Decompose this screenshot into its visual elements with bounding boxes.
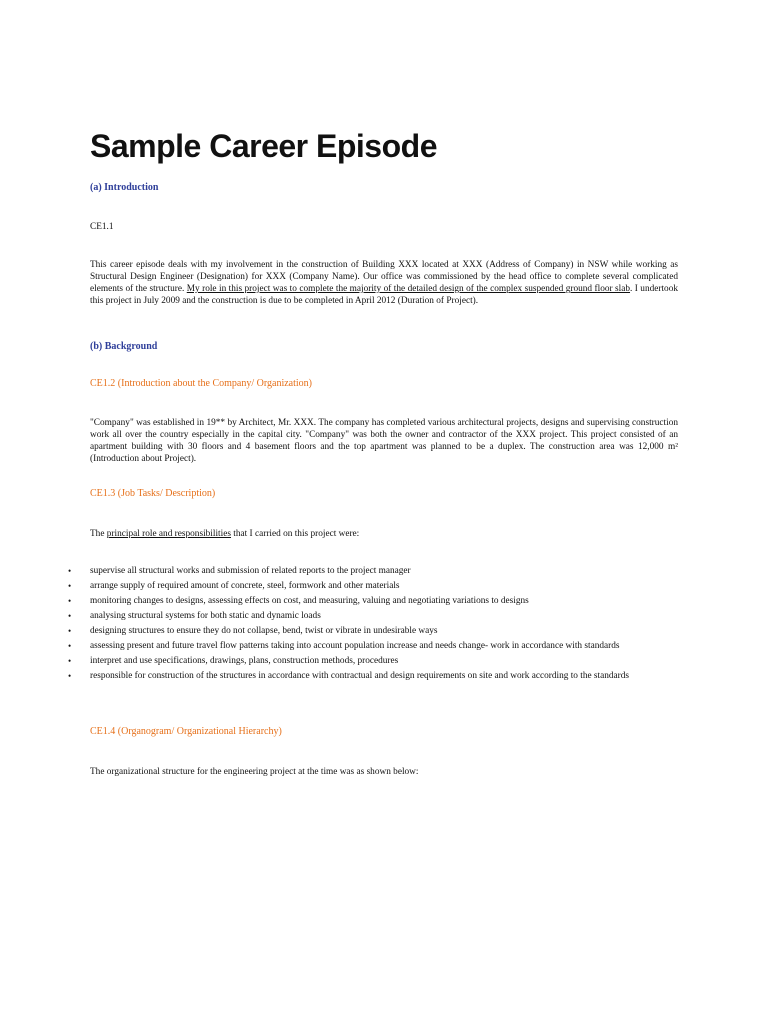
bullet-icon: • [68,626,72,636]
list-item: • monitoring changes to designs, assessing effects on cost, and measuring, valuing and negotiating variations to designs [68,596,529,606]
roles-text-b: that I carried on this project were: [230,529,360,539]
ce14-subheading: CE1.4 (Organogram/ Organizational Hierarchy) [90,726,282,737]
background-paragraph: "Company" was established in 19** by Architect, Mr. XXX. The company has completed various architectural projects, designs and supervising construction work all over the country especially in the capital city. "Company" was both the owner and contractor of the XXX project. This project consisted of an apartment building with 30 floors and 4 basement floors and the top apartment was planned to be a duplex. The construction area was 12,000 m² (Introduction about Project). [90,418,678,464]
page-title: Sample Career Episode [90,128,437,164]
bullet-icon: • [68,671,72,681]
ce12-subheading: CE1.2 (Introduction about the Company/ Organization) [90,378,312,389]
roles-intro [90,528,678,540]
introduction-paragraph [90,259,678,307]
list-item: • assessing present and future travel flow patterns taking into account population increase and needs change- work in accordance with standards [68,641,620,651]
intro-text-a: This career episode deals with my involvement in the construction of Building XXX located at XXX (Address of Company) in NSW while working as Structural Design Engineer (Designation) for XXX (Company Name). Our office was commissioned by the head office to complete several complicated elements of the structure. [90,260,678,294]
ce11-label: CE1.1 [90,222,114,232]
bullet-icon: • [68,611,72,621]
list-item: • arrange supply of required amount of concrete, steel, formwork and other materials [68,581,400,591]
list-item: • analysing structural systems for both static and dynamic loads [68,611,321,621]
responsibilities-list [68,566,678,686]
bullet-icon: • [68,596,72,606]
roles-text-a: The [90,529,107,539]
list-item: • interpret and use specifications, drawings, plans, construction methods, procedures [68,656,399,666]
list-item: • designing structures to ensure they do not collapse, bend, twist or vibrate in undesirable ways [68,626,438,636]
introduction-heading: (a) Introduction [90,182,159,193]
background-heading: (b) Background [90,341,158,352]
ce13-subheading: CE1.3 (Job Tasks/ Description) [90,488,216,499]
bullet-icon: • [68,656,72,666]
bullet-icon: • [68,566,72,576]
list-item: • supervise all structural works and submission of related reports to the project manager [68,566,411,576]
intro-text-b: . I undertook this project in July 2009 and the construction is due to be completed in April 2012 (Duration of Project). [90,284,679,306]
bullet-icon: • [68,641,72,651]
list-item: • responsible for construction of the structures in accordance with contractual and design requirements on site and work according to the standards [68,671,630,681]
roles-text-underlined: principal role and responsibilities [106,529,231,539]
bullet-icon: • [68,581,72,591]
organization-paragraph: The organizational structure for the engineering project at the time was as shown below: [90,767,419,777]
intro-text-underlined: My role in this project was to complete the majority of the detailed design of the complex suspended ground floor slab [186,284,631,294]
